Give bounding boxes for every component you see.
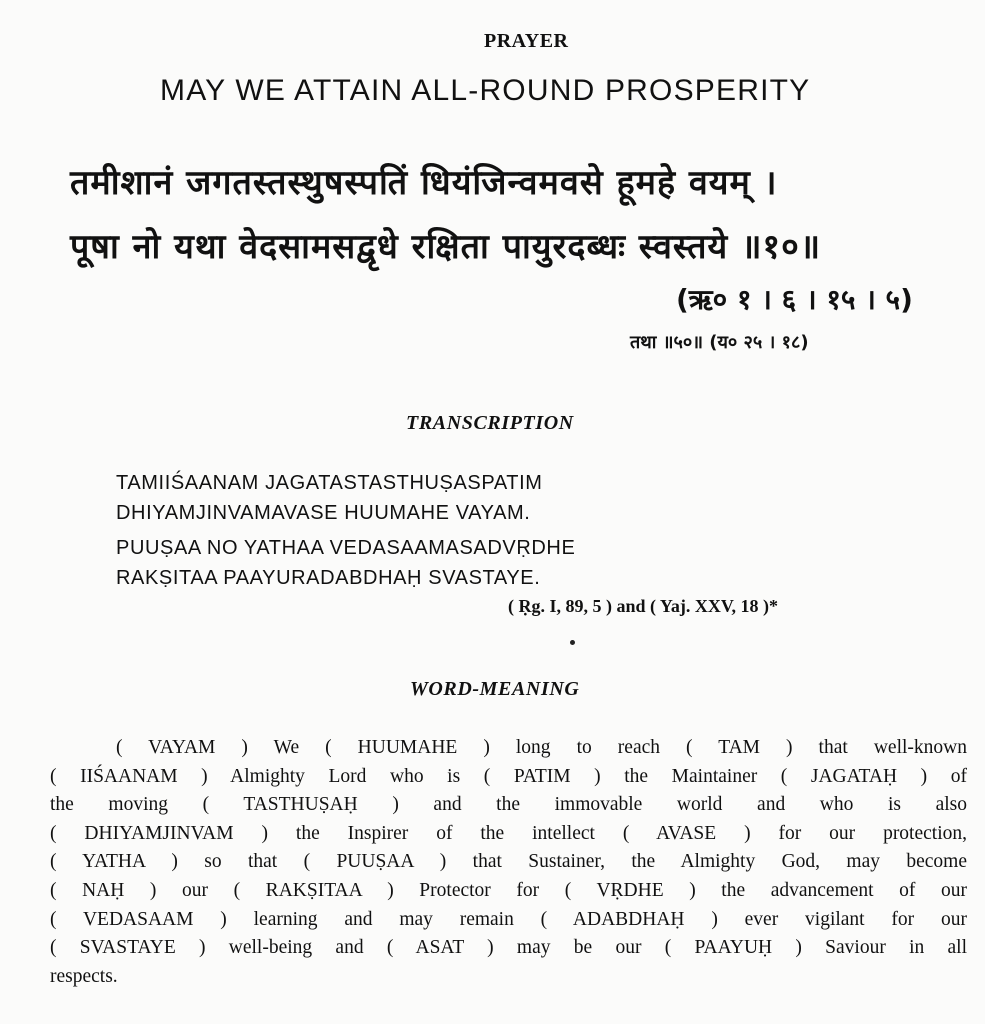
word-meaning-line: ( SVASTAYE ) well-being and ( ASAT ) may be our ( PAAYUḤ ) Saviour in all — [50, 937, 967, 959]
bullet-dot-icon — [570, 640, 575, 645]
transcription-heading: TRANSCRIPTION — [406, 412, 574, 434]
word-meaning-line: ( IIŚAANAM ) Almighty Lord who is ( PATIM ) the Maintainer ( JAGATAḤ ) of — [50, 765, 967, 787]
transcription-line: DHIYAMJINVAMAVASE HUUMAHE VAYAM. — [116, 502, 531, 524]
word-meaning-paragraph — [50, 734, 967, 991]
sanskrit-reference-yajurveda: तथा ॥५०॥ (य० २५ । १८) — [630, 332, 809, 353]
word-meaning-line: the moving ( TASTHUṢAḤ ) and the immovable world and who is also — [50, 794, 967, 816]
sanskrit-verse-line-1: तमीशानं जगतस्तस्थुषस्पतिं धियंजिन्वमवसे हूमहे वयम् । — [70, 163, 778, 203]
word-meaning-line: ( VEDASAAM ) learning and may remain ( ADABDHAḤ ) ever vigilant for our — [50, 908, 967, 930]
transcription-line: PUUṢAA NO YATHAA VEDASAAMASADVṚDHE — [116, 537, 576, 559]
transcription-line: TAMIIŚAANAM JAGATASTASTHUṢASPATIM — [116, 472, 543, 494]
prayer-label: PRAYER — [484, 30, 569, 52]
sanskrit-verse-line-2: पूषा नो यथा वेदसामसद्वृधे रक्षिता पायुरदब्धः स्वस्तये ॥१०॥ — [70, 227, 822, 267]
word-meaning-line: ( DHIYAMJINVAM ) the Inspirer of the intellect ( AVASE ) for our protection, — [50, 822, 967, 844]
transcription-line: RAKṢITAA PAAYURADABDHAḤ SVASTAYE. — [116, 567, 541, 589]
word-meaning-line: ( VAYAM ) We ( HUUMAHE ) long to reach ( TAM ) that well-known — [116, 737, 967, 758]
word-meaning-line: respects. — [50, 965, 118, 987]
sanskrit-reference-rigveda: (ऋ० १ । ६ । १५ । ५) — [676, 283, 913, 316]
word-meaning-line: ( NAḤ ) our ( RAKṢITAA ) Protector for ( VṚDHE ) the advancement of our — [50, 879, 967, 901]
verse-citation: ( Ṛg. I, 89, 5 ) and ( Yaj. XXV, 18 )* — [508, 596, 779, 616]
word-meaning-heading: WORD-MEANING — [410, 678, 580, 700]
page-title: MAY WE ATTAIN ALL-ROUND PROSPERITY — [160, 74, 811, 107]
word-meaning-line: ( YATHA ) so that ( PUUṢAA ) that Sustainer, the Almighty God, may become — [50, 851, 967, 873]
